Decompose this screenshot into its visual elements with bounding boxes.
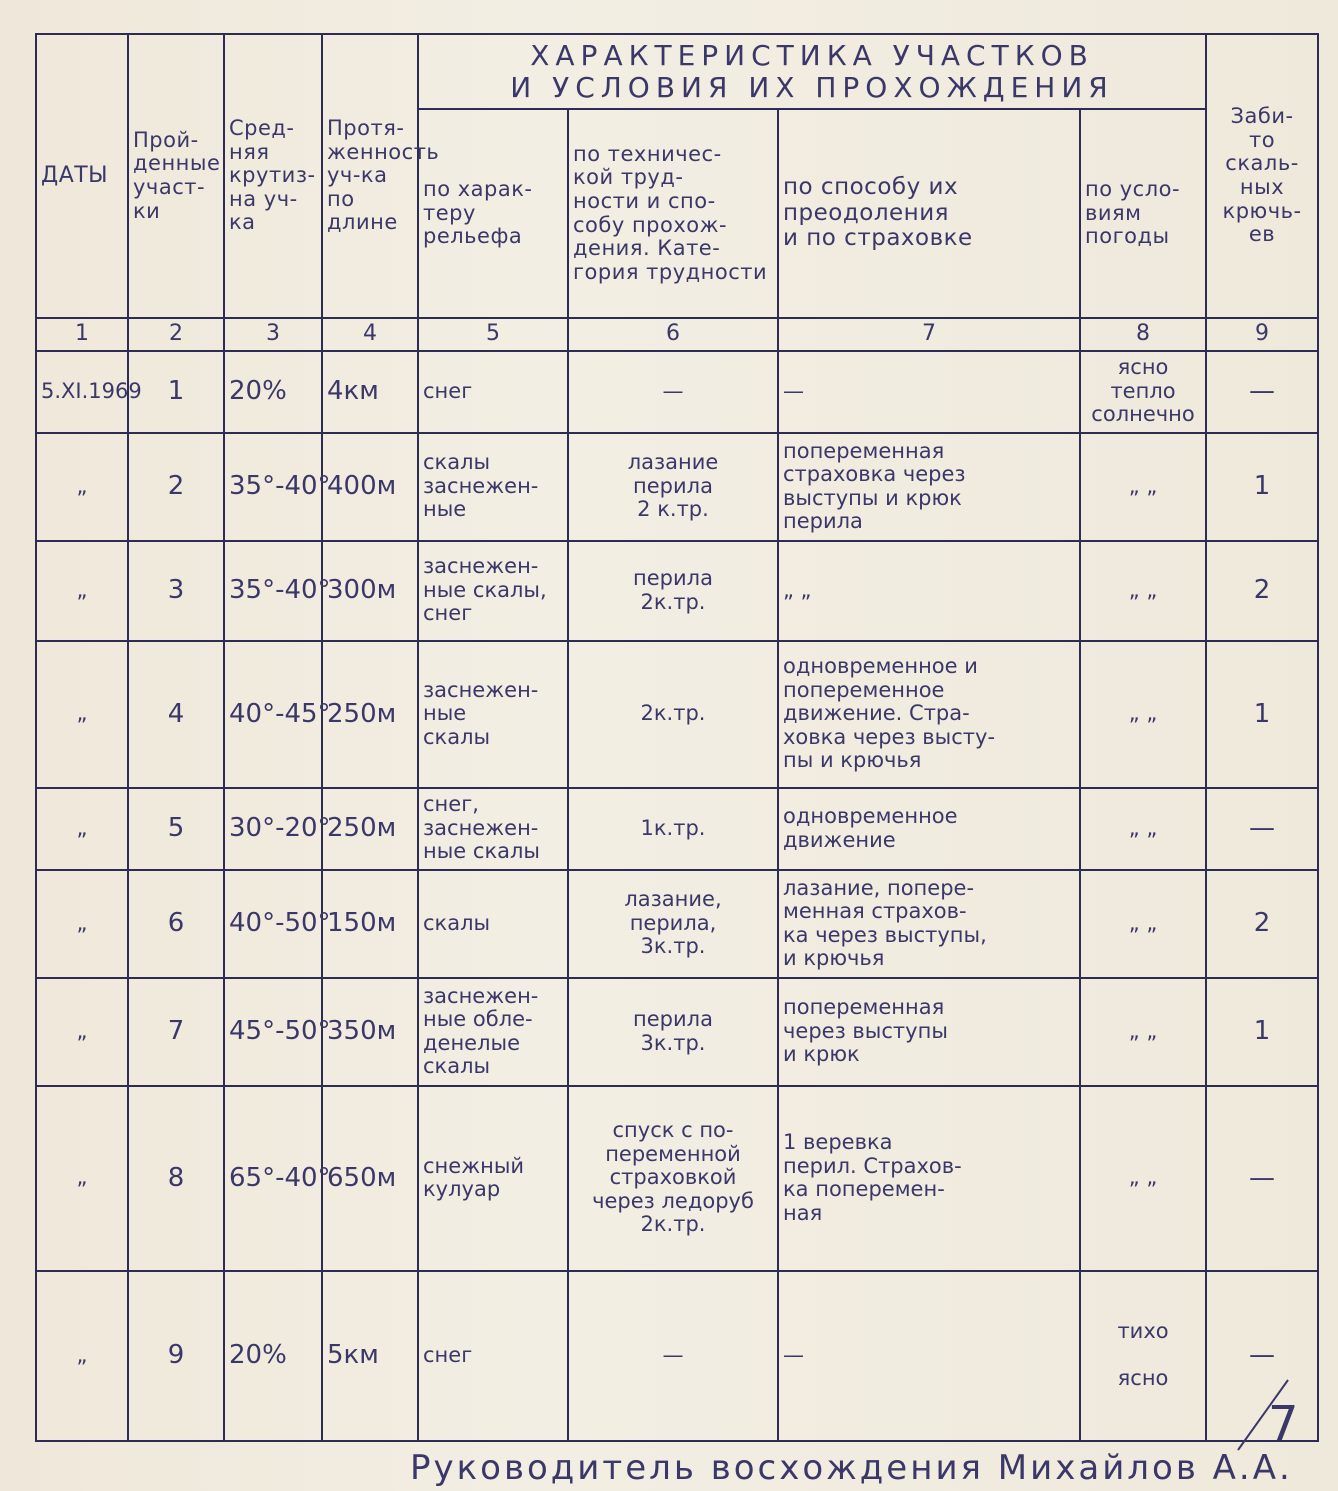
method-cell: одновременное и попеременное движение. Стра- ховка через высту- пы и крючья bbox=[778, 641, 1080, 788]
weather-cell: „ „ bbox=[1080, 788, 1206, 870]
relief-cell: снежный кулуар bbox=[418, 1086, 568, 1271]
date-cell: „ bbox=[36, 641, 128, 788]
relief-cell: заснежен- ные скалы, снег bbox=[418, 541, 568, 641]
length-cell: 650м bbox=[322, 1086, 418, 1271]
date-cell: „ bbox=[36, 978, 128, 1086]
slope-cell: 35°-40° bbox=[224, 541, 322, 641]
difficulty-cell: — bbox=[568, 1271, 778, 1441]
method-cell: 1 веревка перил. Страхов- ка поперемен- ная bbox=[778, 1086, 1080, 1271]
weather-cell: „ „ bbox=[1080, 978, 1206, 1086]
header-sections: Прой- денные участ- ки bbox=[128, 34, 224, 318]
page-number: 7 bbox=[1268, 1396, 1299, 1452]
header-dates: ДАТЫ bbox=[36, 34, 128, 318]
hooks-cell: 1 bbox=[1206, 433, 1318, 541]
section-cell: 2 bbox=[128, 433, 224, 541]
col-num: 5 bbox=[418, 318, 568, 351]
ascent-table bbox=[35, 33, 1319, 1442]
table-row bbox=[36, 1271, 1318, 1441]
col-num: 6 bbox=[568, 318, 778, 351]
slope-cell: 40°-45° bbox=[224, 641, 322, 788]
hooks-cell: — bbox=[1206, 351, 1318, 433]
date-cell: „ bbox=[36, 541, 128, 641]
method-cell: одновременное движение bbox=[778, 788, 1080, 870]
hooks-cell: 1 bbox=[1206, 978, 1318, 1086]
section-cell: 9 bbox=[128, 1271, 224, 1441]
header-row-1 bbox=[36, 34, 1318, 109]
header-difficulty: по техничес- кой труд- ности и спо- собу прохож- дения. Кате- гория трудности bbox=[568, 109, 778, 318]
method-cell: попеременная через выступы и крюк bbox=[778, 978, 1080, 1086]
hooks-cell: 2 bbox=[1206, 870, 1318, 978]
relief-cell: скалы bbox=[418, 870, 568, 978]
header-relief: по харак- теру рельефа bbox=[418, 109, 568, 318]
slope-cell: 40°-50° bbox=[224, 870, 322, 978]
length-cell: 350м bbox=[322, 978, 418, 1086]
weather-cell: „ „ bbox=[1080, 1086, 1206, 1271]
weather-cell: „ „ bbox=[1080, 541, 1206, 641]
weather-cell: „ „ bbox=[1080, 641, 1206, 788]
length-cell: 300м bbox=[322, 541, 418, 641]
header-weather: по усло- виям погоды bbox=[1080, 109, 1206, 318]
table-row bbox=[36, 641, 1318, 788]
method-cell: попеременная страховка через выступы и крюк перила bbox=[778, 433, 1080, 541]
hooks-cell: — bbox=[1206, 1271, 1318, 1441]
section-cell: 3 bbox=[128, 541, 224, 641]
length-cell: 150м bbox=[322, 870, 418, 978]
length-cell: 250м bbox=[322, 788, 418, 870]
table-row bbox=[36, 1086, 1318, 1271]
method-cell: „ „ bbox=[778, 541, 1080, 641]
relief-cell: снег bbox=[418, 1271, 568, 1441]
col-num: 9 bbox=[1206, 318, 1318, 351]
method-cell: — bbox=[778, 1271, 1080, 1441]
difficulty-cell: лазание перила 2 к.тр. bbox=[568, 433, 778, 541]
hooks-cell: — bbox=[1206, 788, 1318, 870]
section-cell: 6 bbox=[128, 870, 224, 978]
header-hooks: Заби- то скаль- ных крючь- ев bbox=[1206, 34, 1318, 318]
length-cell: 4км bbox=[322, 351, 418, 433]
slope-cell: 65°-40° bbox=[224, 1086, 322, 1271]
slope-cell: 30°-20° bbox=[224, 788, 322, 870]
hooks-cell: 2 bbox=[1206, 541, 1318, 641]
difficulty-cell: перила 2к.тр. bbox=[568, 541, 778, 641]
difficulty-cell: спуск с по- переменной страховкой через ледоруб 2к.тр. bbox=[568, 1086, 778, 1271]
slope-cell: 20% bbox=[224, 1271, 322, 1441]
date-cell: „ bbox=[36, 870, 128, 978]
relief-cell: снег bbox=[418, 351, 568, 433]
col-num: 4 bbox=[322, 318, 418, 351]
slope-cell: 20% bbox=[224, 351, 322, 433]
col-num: 1 bbox=[36, 318, 128, 351]
weather-cell: тихо ясно bbox=[1080, 1271, 1206, 1441]
date-cell: 5.XI.1969 bbox=[36, 351, 128, 433]
header-length: Протя- женность уч-ка по длине bbox=[322, 34, 418, 318]
section-cell: 8 bbox=[128, 1086, 224, 1271]
table-row bbox=[36, 978, 1318, 1086]
col-num: 2 bbox=[128, 318, 224, 351]
header-avg-slope: Сред- няя крутиз- на уч-ка bbox=[224, 34, 322, 318]
table-row bbox=[36, 870, 1318, 978]
difficulty-cell: 1к.тр. bbox=[568, 788, 778, 870]
section-cell: 1 bbox=[128, 351, 224, 433]
difficulty-cell: перила 3к.тр. bbox=[568, 978, 778, 1086]
method-cell: — bbox=[778, 351, 1080, 433]
weather-cell: ясно тепло солнечно bbox=[1080, 351, 1206, 433]
table-row bbox=[36, 351, 1318, 433]
difficulty-cell: 2к.тр. bbox=[568, 641, 778, 788]
difficulty-cell: — bbox=[568, 351, 778, 433]
section-cell: 5 bbox=[128, 788, 224, 870]
length-cell: 250м bbox=[322, 641, 418, 788]
column-number-row bbox=[36, 318, 1318, 351]
slope-cell: 45°-50° bbox=[224, 978, 322, 1086]
hooks-cell: 1 bbox=[1206, 641, 1318, 788]
method-cell: лазание, попере- менная страхов- ка через выступы, и крючья bbox=[778, 870, 1080, 978]
relief-cell: заснежен- ные скалы bbox=[418, 641, 568, 788]
date-cell: „ bbox=[36, 433, 128, 541]
section-cell: 7 bbox=[128, 978, 224, 1086]
section-cell: 4 bbox=[128, 641, 224, 788]
hooks-cell: — bbox=[1206, 1086, 1318, 1271]
relief-cell: заснежен- ные обле- денелые скалы bbox=[418, 978, 568, 1086]
length-cell: 5км bbox=[322, 1271, 418, 1441]
date-cell: „ bbox=[36, 1086, 128, 1271]
weather-cell: „ „ bbox=[1080, 433, 1206, 541]
signature: Руководитель восхождения Михайлов А.А. bbox=[410, 1448, 1293, 1488]
header-method: по способу их преодоления и по страховке bbox=[778, 109, 1080, 318]
length-cell: 400м bbox=[322, 433, 418, 541]
relief-cell: снег, заснежен- ные скалы bbox=[418, 788, 568, 870]
table-row bbox=[36, 433, 1318, 541]
table-row bbox=[36, 541, 1318, 641]
table-row bbox=[36, 788, 1318, 870]
slope-cell: 35°-40° bbox=[224, 433, 322, 541]
col-num: 7 bbox=[778, 318, 1080, 351]
page-number-mark bbox=[1228, 1370, 1318, 1460]
weather-cell: „ „ bbox=[1080, 870, 1206, 978]
date-cell: „ bbox=[36, 1271, 128, 1441]
difficulty-cell: лазание, перила, 3к.тр. bbox=[568, 870, 778, 978]
header-group-title: ХАРАКТЕРИСТИКА УЧАСТКОВ И УСЛОВИЯ ИХ ПРОХОЖДЕНИЯ bbox=[418, 34, 1206, 109]
relief-cell: скалы заснежен- ные bbox=[418, 433, 568, 541]
col-num: 8 bbox=[1080, 318, 1206, 351]
date-cell: „ bbox=[36, 788, 128, 870]
col-num: 3 bbox=[224, 318, 322, 351]
